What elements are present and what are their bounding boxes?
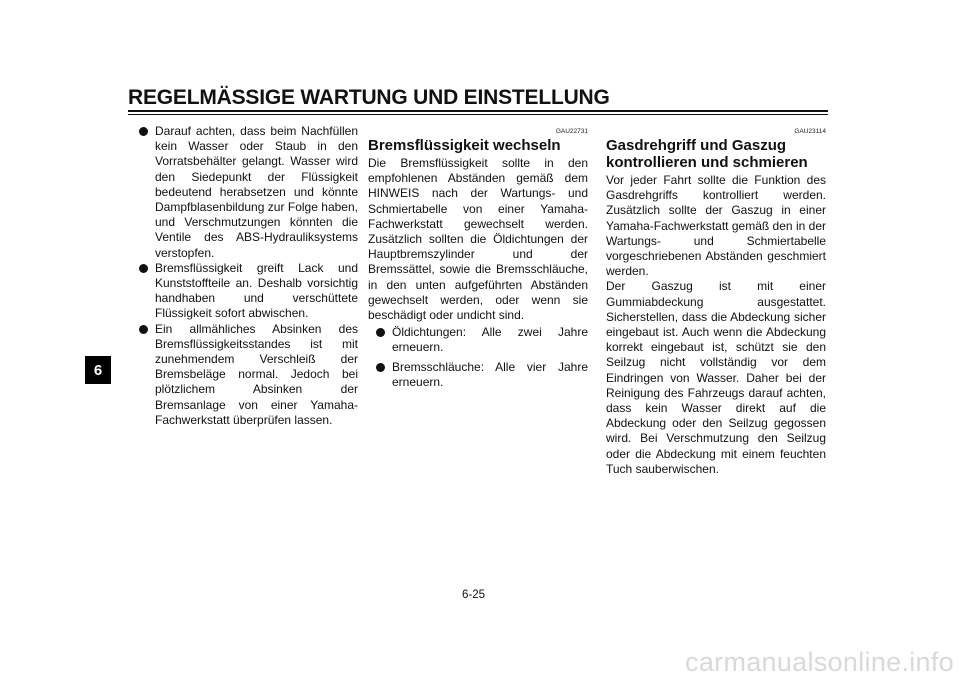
column-middle: [368, 128, 588, 394]
column-right: [606, 128, 826, 477]
list-item: [138, 261, 358, 322]
section-code: GAU22731: [555, 128, 588, 135]
list-item: [375, 360, 588, 390]
list-item: [138, 124, 358, 261]
bullet-text: Bremsflüssigkeit greift Lack und Kunststoffteile an. Deshalb vorsichtig handhaben und verschüttete Flüssigkeit sofort abwischen.: [155, 260, 358, 321]
section-body: Die Bremsflüssigkeit sollte in den empfohlenen Abständen gemäß dem HINWEIS nach der Wartungs- und Schmiertabelle von einer Yamaha-Fachwerkstatt gewechselt werden. Zusätzlich sollten die Öldichtungen der Hauptbremszylinder und der Bremssättel, sowie die Bremsschläuche, in den unten aufgeführten Abständen gewechselt werden, oder wenn sie beschädigt oder undicht sind.: [368, 156, 588, 323]
interval-list: [375, 325, 588, 390]
bullet-icon: [139, 325, 148, 334]
bullet-text: Darauf achten, dass beim Nachfüllen kein Wasser oder Staub in den Vorratsbehälter gelangt. Wasser wird den Siedepunkt der Flüssigkeit bedeutend herabsetzen und könnte Dampfblasenbildung zur Folge haben, und Verschmutzungen könnten die Ventile des ABS-Hydrauliksystems verstopfen.: [155, 124, 358, 260]
bullet-text: Öldichtungen: Alle zwei Jahre erneuern.: [392, 325, 588, 355]
section-title-throttle: Gasdrehgriff und Gaszug kontrollieren und schmieren: [606, 137, 808, 171]
header-rule-thin: [128, 114, 828, 115]
bullet-text: Bremsschläuche: Alle vier Jahre erneuern.: [392, 359, 588, 389]
bullet-icon: [139, 264, 148, 273]
bullet-icon: [139, 127, 148, 136]
section-paragraph-1: Vor jeder Fahrt sollte die Funktion des Gasdrehgriffs kontrolliert werden. Zusätzlich sollte der Gaszug in einer Yamaha-Fachwerkstatt gemäß den in der Wartungs- und Schmiertabelle vorgeschriebenen Abständen geschmiert werden.: [606, 173, 826, 279]
chapter-tab: 6: [85, 356, 111, 384]
list-item: [138, 322, 358, 428]
section-title-brake-fluid: Bremsflüssigkeit wechseln: [368, 137, 561, 154]
page-number: 6-25: [462, 589, 486, 601]
watermark: carmanualsonline.info: [685, 647, 954, 677]
caution-list: [138, 124, 358, 428]
bullet-icon: [376, 328, 385, 337]
page-header-title: REGELMÄSSIGE WARTUNG UND EINSTELLUNG: [128, 86, 610, 109]
bullet-text: Ein allmähliches Absinken des Bremsflüssigkeitsstandes ist mit zunehmendem Verschleiß der Bremsbeläge normal. Jedoch bei plötzlichem Absinken der Bremsanlage von einer Yamaha-Fachwerkstatt überprüfen lassen.: [155, 321, 358, 427]
header-rule-thick: [128, 110, 828, 112]
section-paragraph-2: Der Gaszug ist mit einer Gummiabdeckung ausgestattet. Sicherstellen, dass die Abdeckung sicher eingebaut ist. Auch wenn die Abdeckung korrekt eingebaut ist, schützt sie den Seilzug nicht vollständig vor dem Eindringen von Wasser. Daher bei der Reinigung des Fahrzeugs darauf achten, dass kein Wasser direkt auf die Abdeckung oder den Seilzug gegossen wird. Bei Verschmutzung den Seilzug oder die Abdeckung mit einem feuchten Tuch sauberwischen.: [606, 279, 826, 476]
column-left: [138, 124, 358, 428]
list-item: [375, 325, 588, 355]
bullet-icon: [376, 363, 385, 372]
section-code: GAU23114: [794, 128, 826, 135]
